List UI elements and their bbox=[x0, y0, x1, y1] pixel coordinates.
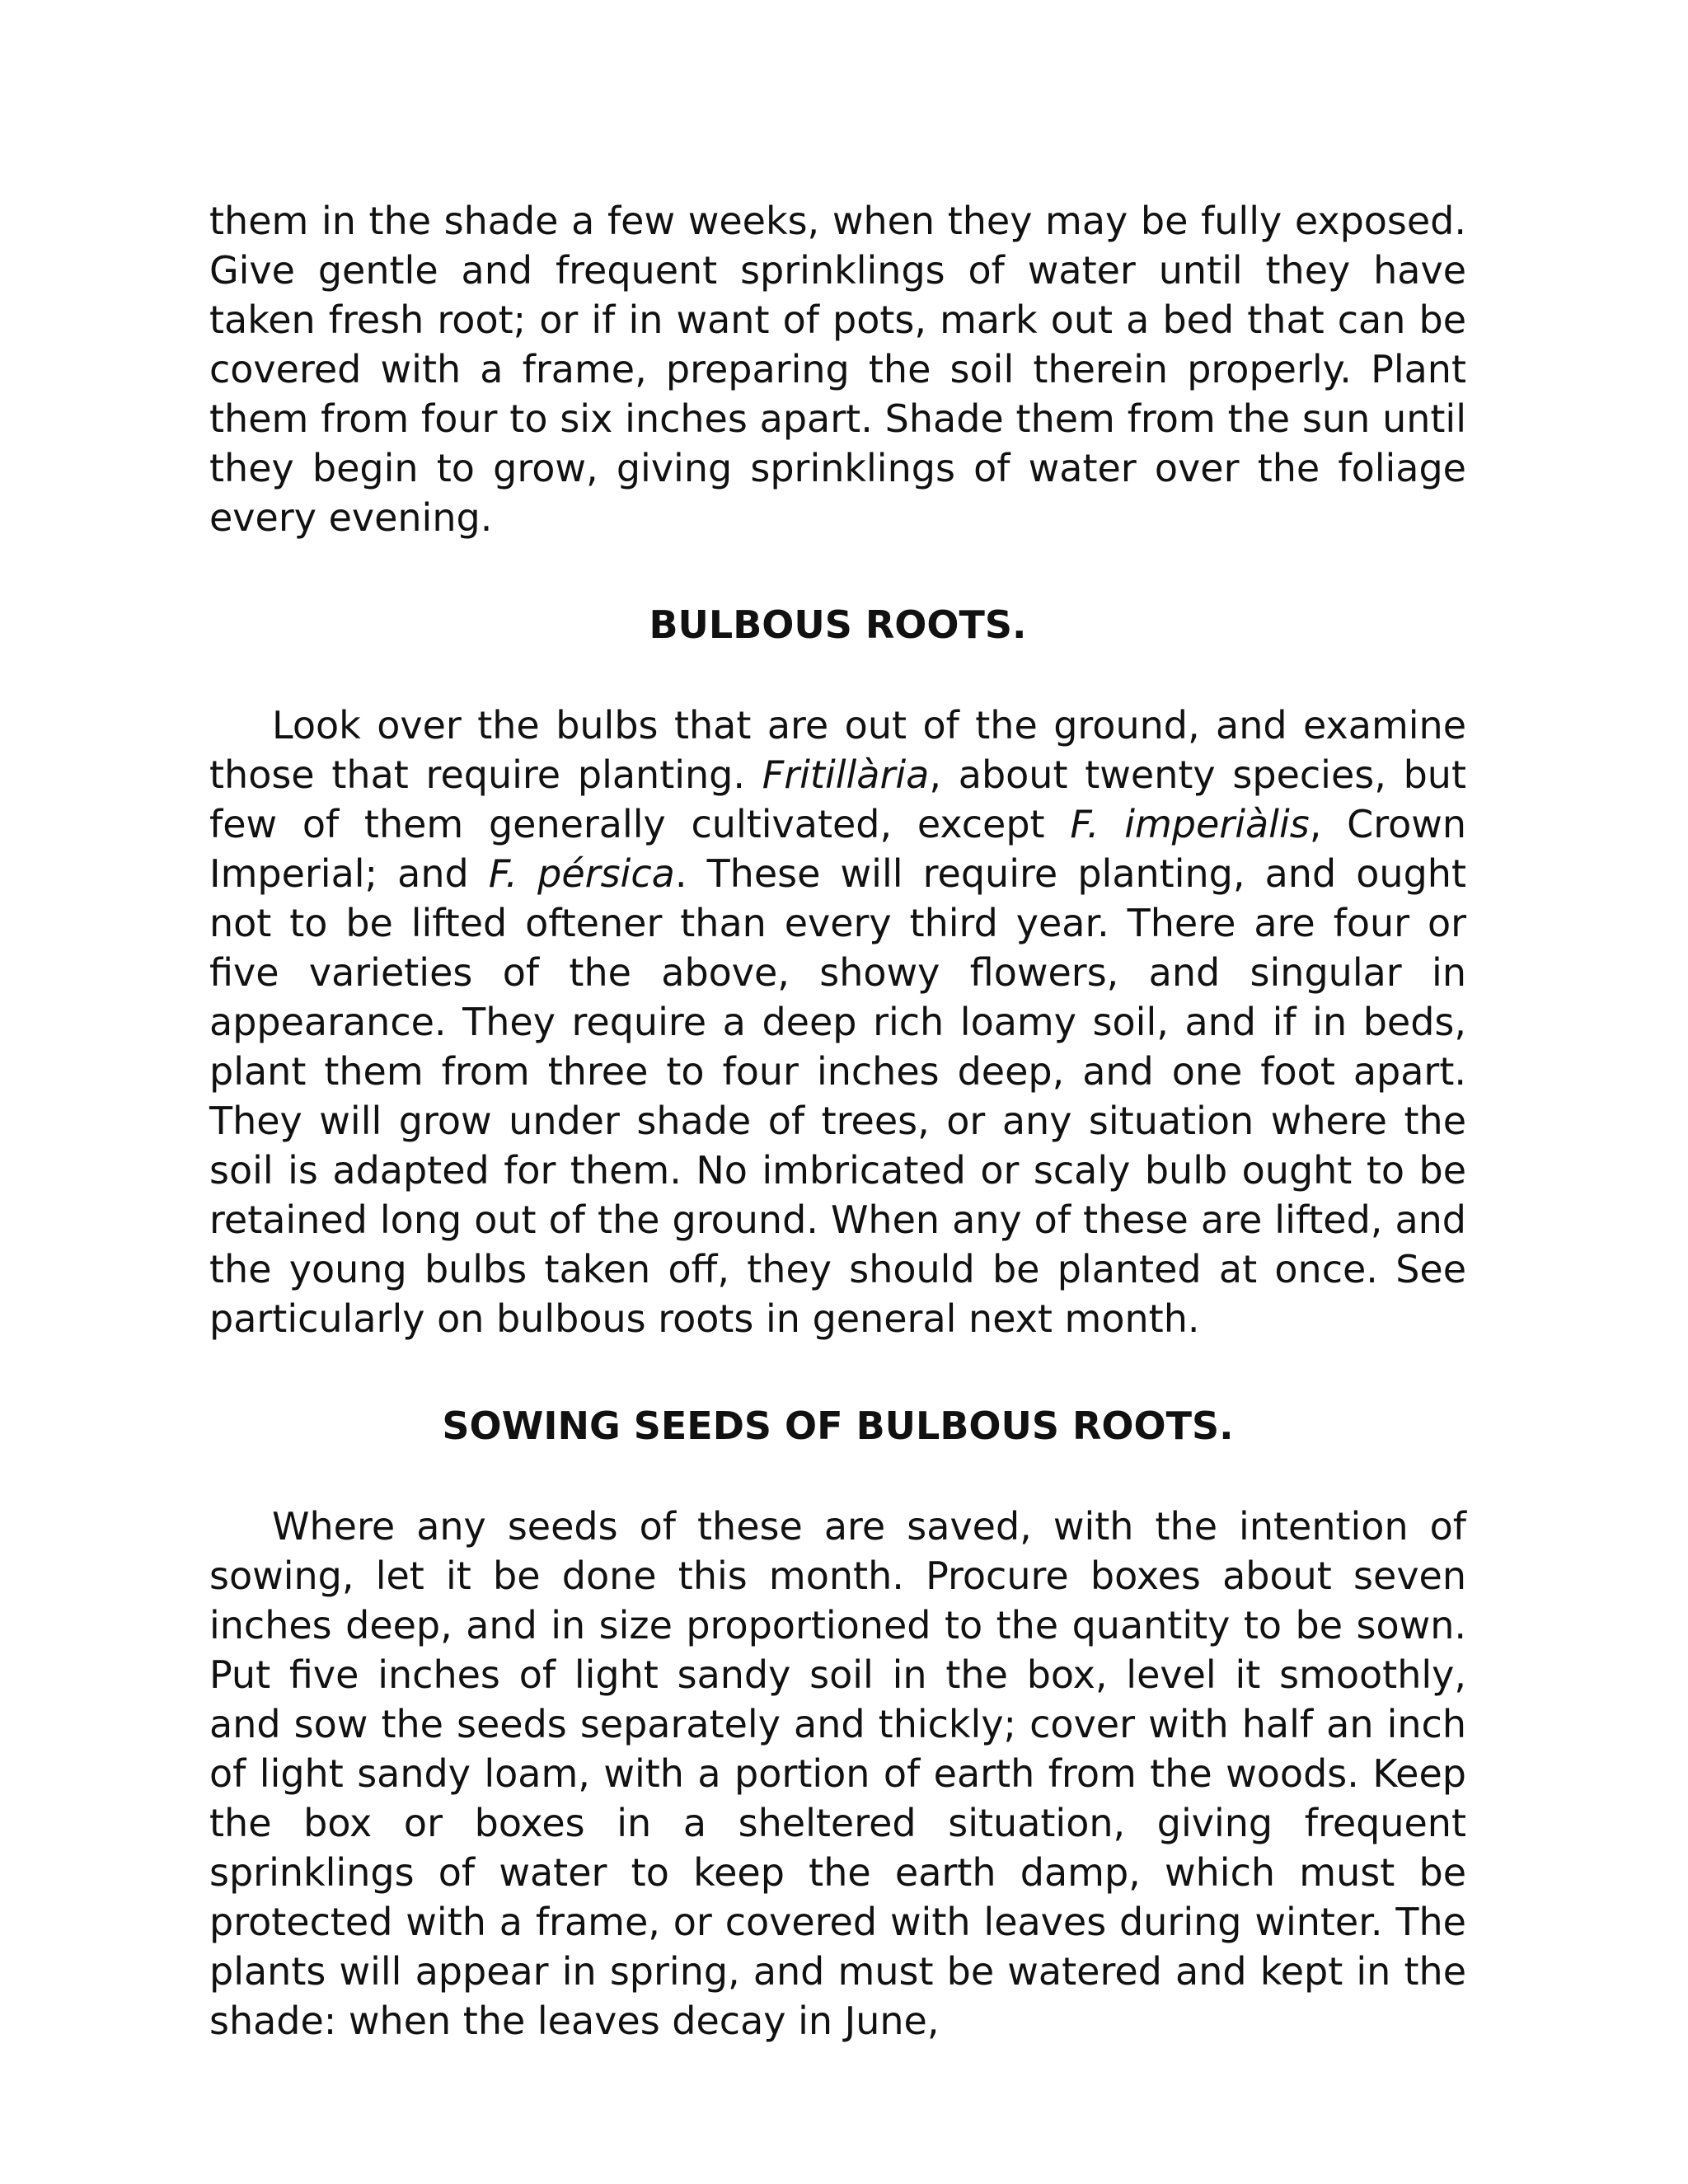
paragraph-sowing-seeds: Where any seeds of these are saved, with the intention of sowing, let it be done this month. Procure boxes about seven inches deep, and in size proportioned to the quantity to be sown. Put five inches of light sandy soil in the box, level it smoothly, and sow the seeds separately and thickly; cover with half an inch of light sandy loam, with a portion of earth from the woods. Keep the box or boxes in a sheltered situation, giving frequent sprinklings of water to keep the earth damp, which must be protected with a frame, or covered with leaves during winter. The plants will appear in spring, and must be watered and kept in the shade: when the leaves decay in June, bbox=[209, 1504, 1466, 2043]
spacer bbox=[209, 649, 1466, 701]
page-body bbox=[209, 196, 1466, 2046]
spacer bbox=[209, 542, 1466, 600]
italic-genus-name: Fritillària bbox=[762, 752, 930, 797]
italic-species-name: F. pérsica bbox=[488, 851, 675, 896]
spacer bbox=[209, 1343, 1466, 1401]
section-heading-bulbous-roots: BULBOUS ROOTS. bbox=[649, 602, 1027, 647]
text-segment: , Crown Imperial; and bbox=[209, 802, 1467, 896]
text-segment: Look over the bulbs that are out of the ground, and examine those that require planting. bbox=[209, 703, 1466, 797]
italic-species-name: F. imperiàlis bbox=[1070, 802, 1310, 846]
section-heading-sowing-seeds: SOWING SEEDS OF BULBOUS ROOTS. bbox=[442, 1404, 1234, 1448]
paragraph-shade-watering: them in the shade a few weeks, when they may be fully exposed. Give gentle and frequent sprinklings of water until they have taken fresh root; or if in want of pots, mark out a bed that can be covered with a frame, preparing the soil therein properly. Plant them from four to six inches apart. Shade them from the sun until they begin to grow, giving sprinklings of water over the foliage every evening. bbox=[209, 199, 1466, 540]
text-segment: , about twenty species, but few of them generally cultivated, except bbox=[209, 752, 1466, 846]
text-segment: . These will require planting, and ought not to be lifted oftener than every third year. There are four or five varieties of the above, showy flowers, and singular in appearance. They require a deep rich loamy soil, and if in beds, plant them from three to four inches deep, and one foot apart. They will grow under shade of trees, or any situation where the soil is adapted for them. No imbricated or scaly bulb ought to be retained long out of the ground. When any of these are lifted, and the young bulbs taken off, they should be planted at once. See particularly on bulbous roots in general next month. bbox=[209, 851, 1466, 1341]
spacer bbox=[209, 1451, 1466, 1502]
paragraph-bulbous-roots bbox=[209, 701, 1466, 1343]
